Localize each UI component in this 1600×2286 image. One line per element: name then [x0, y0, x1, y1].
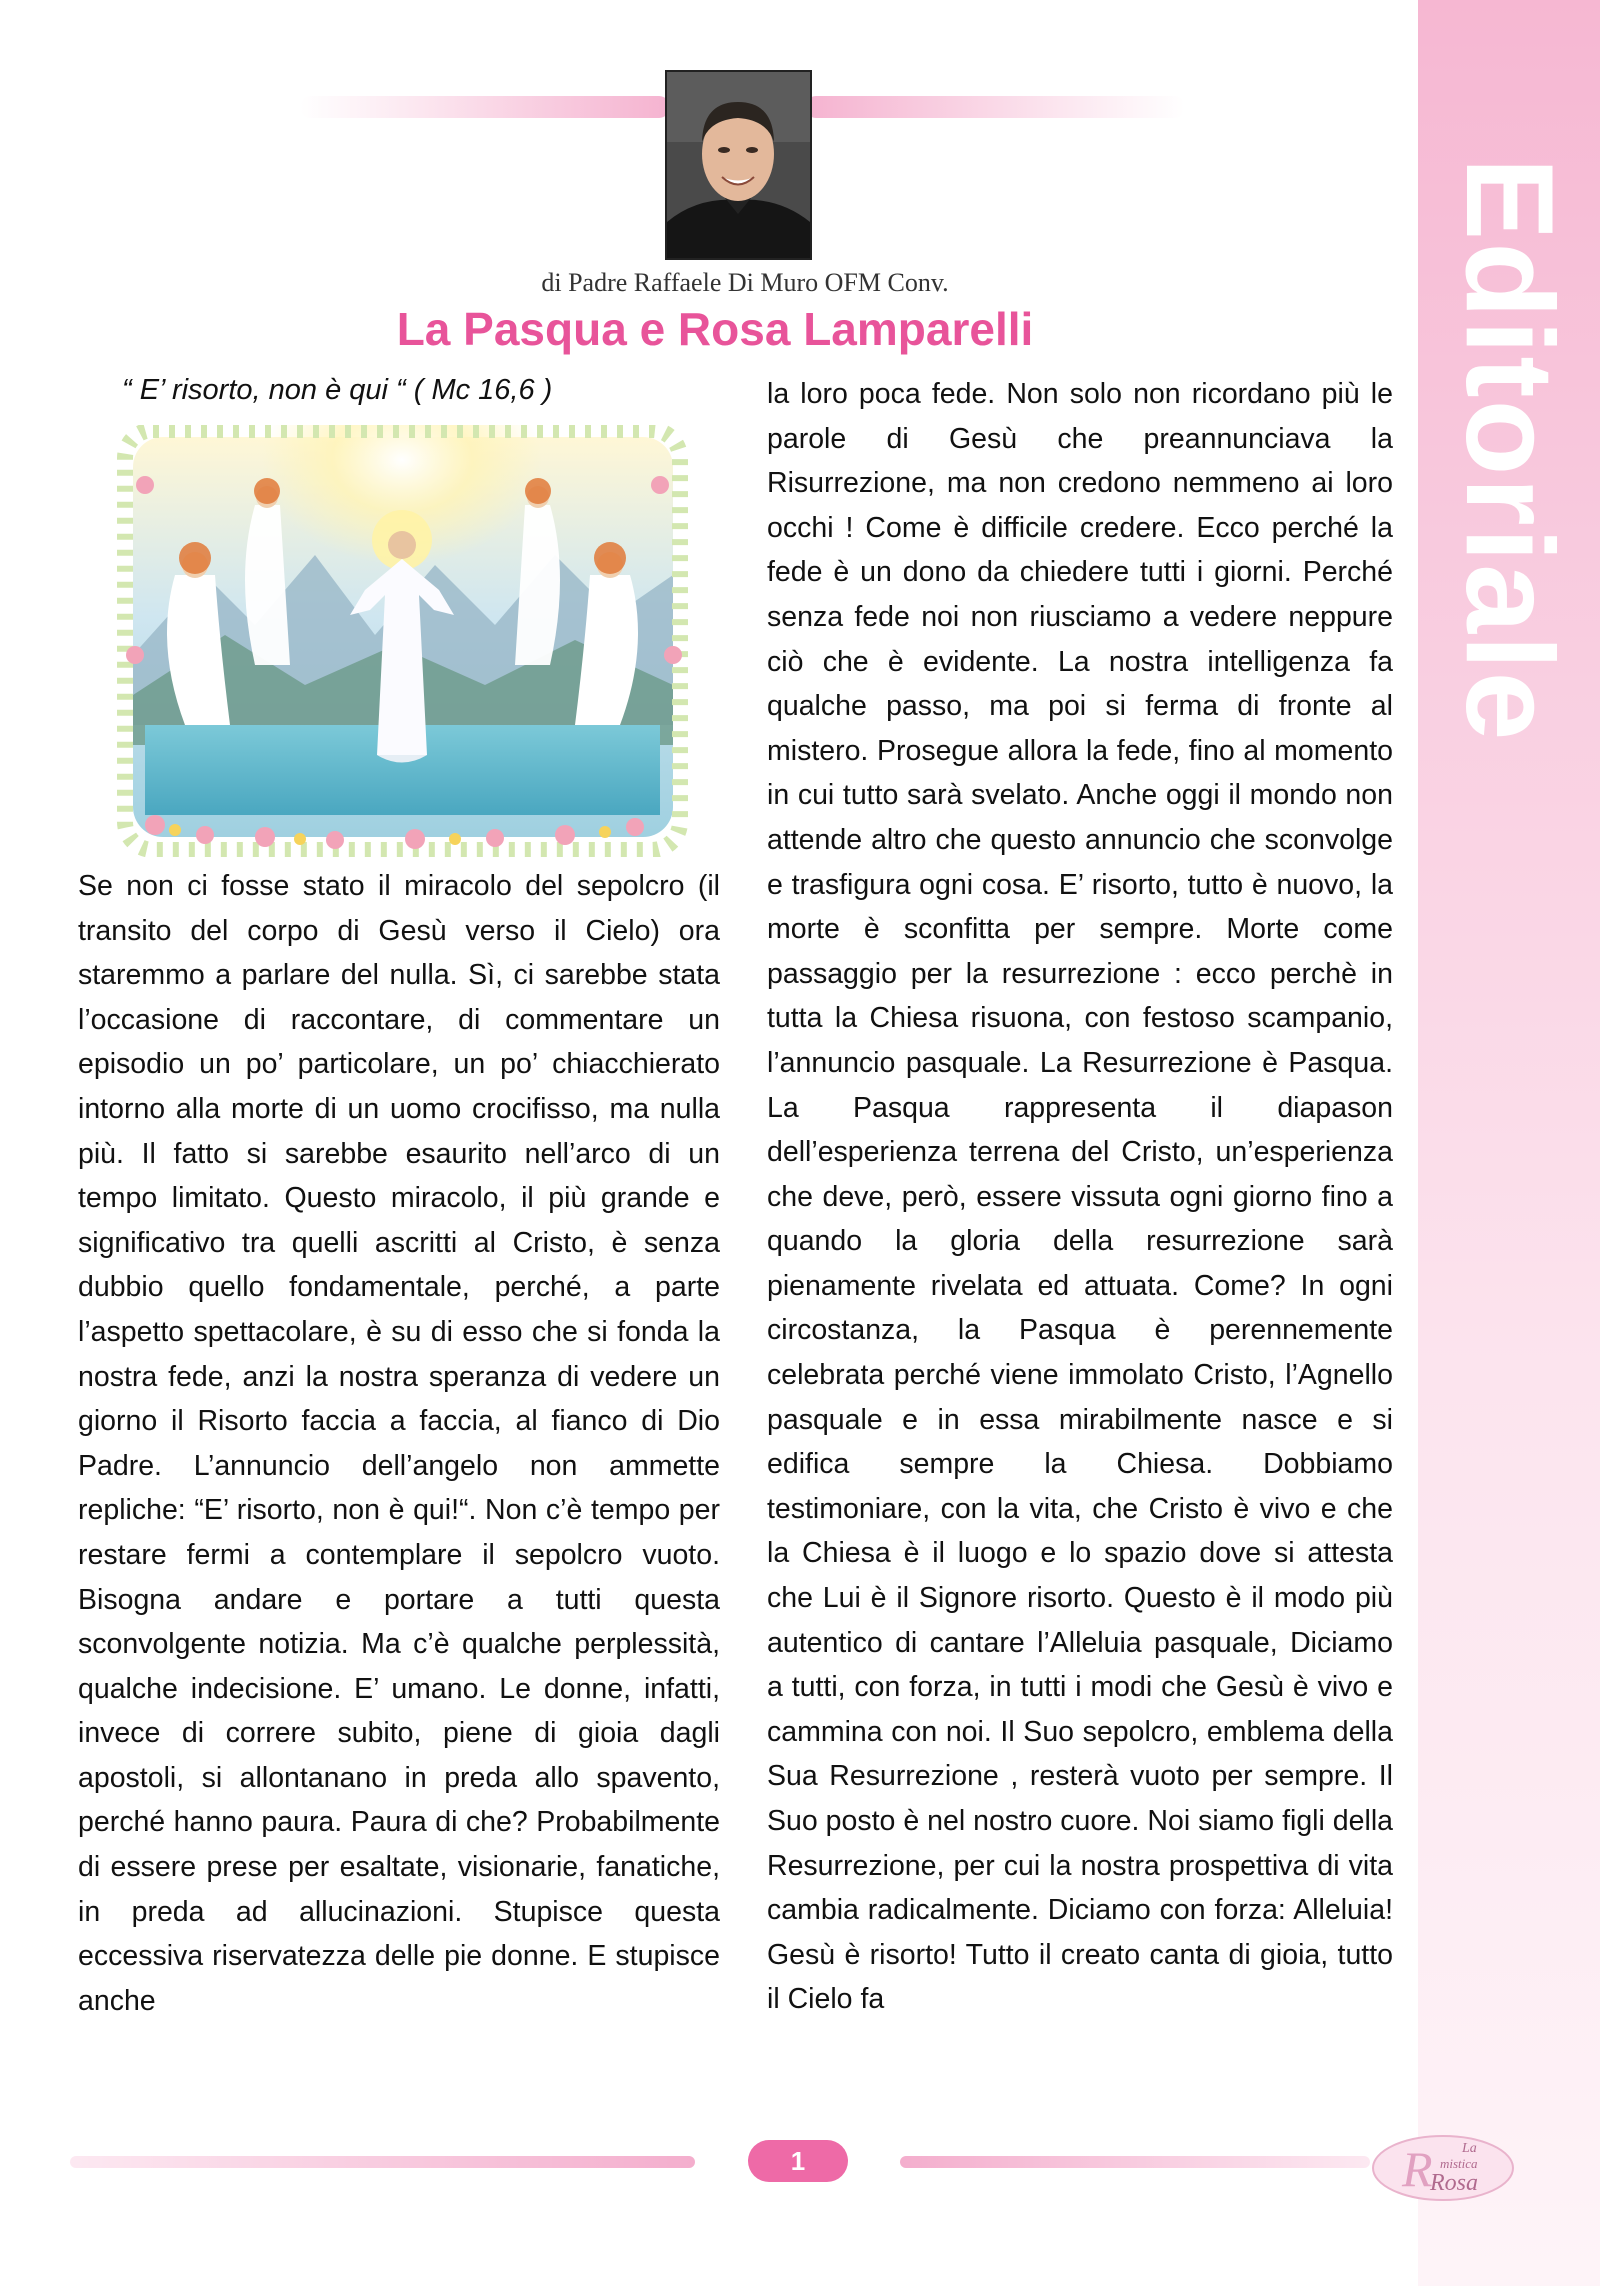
epigraph: “ E’ risorto, non è qui “ ( Mc 16,6 ) [122, 374, 553, 406]
page-number: 1 [748, 2140, 848, 2182]
section-tab [1418, 0, 1600, 2286]
resurrection-illustration [115, 425, 690, 857]
logo-text-mistica: mistica [1440, 2156, 1478, 2171]
footer-decoration-left [70, 2156, 695, 2168]
logo-text-la: La [1462, 2141, 1477, 2156]
author-photo [665, 70, 812, 260]
header-decoration-right [805, 96, 1185, 118]
logo-text-rosa: Rosa [1430, 2170, 1478, 2196]
article-title: La Pasqua e Rosa Lamparelli [396, 303, 1034, 355]
logo-monogram: R [1402, 2141, 1433, 2197]
la-mistica-rosa-logo [1368, 2128, 1518, 2206]
author-portrait-image [667, 72, 810, 258]
header-decoration-left [300, 96, 670, 118]
section-tab-label-wrap [1418, 140, 1600, 760]
article-column-left: Se non ci fosse stato il miracolo del sepolcro (il transito del corpo di Gesù verso il Cielo) ora staremmo a parlare del nulla. Sì, ci sarebbe stata l’occasione di raccontare, di commentare un episodio un po’ particolare, un po’ chiacchierato intorno alla morte di un uomo crocifisso, ma nulla più. Il fatto si sarebbe esaurito nell’arco di un tempo limitato. Questo miracolo, il più grande e significativo tra quelli ascritti al Cristo, è senza dubbio quello fondamentale, perché, a parte l’aspetto spettacolare, è su di esso che si fonda la nostra fede, anzi la nostra speranza di vedere un giorno il Risorto faccia a faccia, al fianco di Dio Padre. L’annuncio dell’angelo non ammette repliche: “E’ risorto, non è qui!“. Non c’è tempo per restare fermi a contemplare il sepolcro vuoto. Bisogna andare e portare a tutti questa sconvolgente notizia. Ma c’è qualche perplessità, qualche indecisione. E’ umano. Le donne, infatti, invece di correre subito, piene di gioia dagli apostoli, si allontanano in preda allo spavento, perché hanno paura. Paura di che? Probabilmente di essere prese per esaltate, visionarie, fanatiche, in preda ad allucinazioni. Stupisce questa eccessiva riservatezza delle pie donne. E stupisce anche [78, 870, 720, 2017]
section-tab-label: Editoriale [1440, 157, 1578, 743]
footer-decoration-right [900, 2156, 1370, 2168]
article-column-right: la loro poca fede. Non solo non ricordano più le parole di Gesù che preannunciava la Risurrezione, ma non credono nemmeno ai loro occhi ! Come è difficile credere. Ecco perché la fede è un dono da chiedere tutti i giorni. Perché senza fede noi non riusciamo a vedere neppure ciò che è evidente. La nostra intelligenza fa qualche passo, ma poi si ferma di fronte al mistero. Prosegue allora la fede, fino al momento in cui tutto sarà svelato. Anche oggi il mondo non attende altro che questo annuncio che sconvolge e trasfigura ogni cosa. E’ risorto, tutto è nuovo, la morte è sconfitta per sempre. Morte come passaggio per la resurrezione : ecco perchè in tutta la Chiesa risuona, con festoso scampanio, l’annuncio pasquale. La Resurrezione è Pasqua. La Pasqua rappresenta il diapason dell’esperienza terrena del Cristo, un’esperienza che deve, però, essere vissuta ogni giorno fino a quando la gloria della resurrezione sarà pienamente rivelata ed attuata. Come? In ogni circostanza, la Pasqua è perennemente celebrata perché viene immolato Cristo, l’Agnello pasquale e in essa mirabilmente nasce e si edifica sempre la Chiesa. Dobbiamo testimoniare, con la vita, che Cristo è vivo e che la Chiesa è il luogo e lo spazio dove si attesta che Lui è il Signore risorto. Questo è il modo più autentico di cantare l’Alleluia pasquale, Diciamo a tutti, con forza, in tutti i modi che Gesù è vivo e cammina con noi. Il Suo sepolcro, emblema della Sua Resurrezione , resterà vuoto per sempre. Il Suo posto è nel nostro cuore. Noi siamo figli della Resurrezione, per cui la nostra prospettiva di vita cambia radicalmente. Diciamo con forza: Alleluia! Gesù è risorto! Tutto il creato canta di gioia, tutto il Cielo fa [767, 378, 1393, 2016]
byline: di Padre Raffaele Di Muro OFM Conv. [541, 268, 949, 297]
